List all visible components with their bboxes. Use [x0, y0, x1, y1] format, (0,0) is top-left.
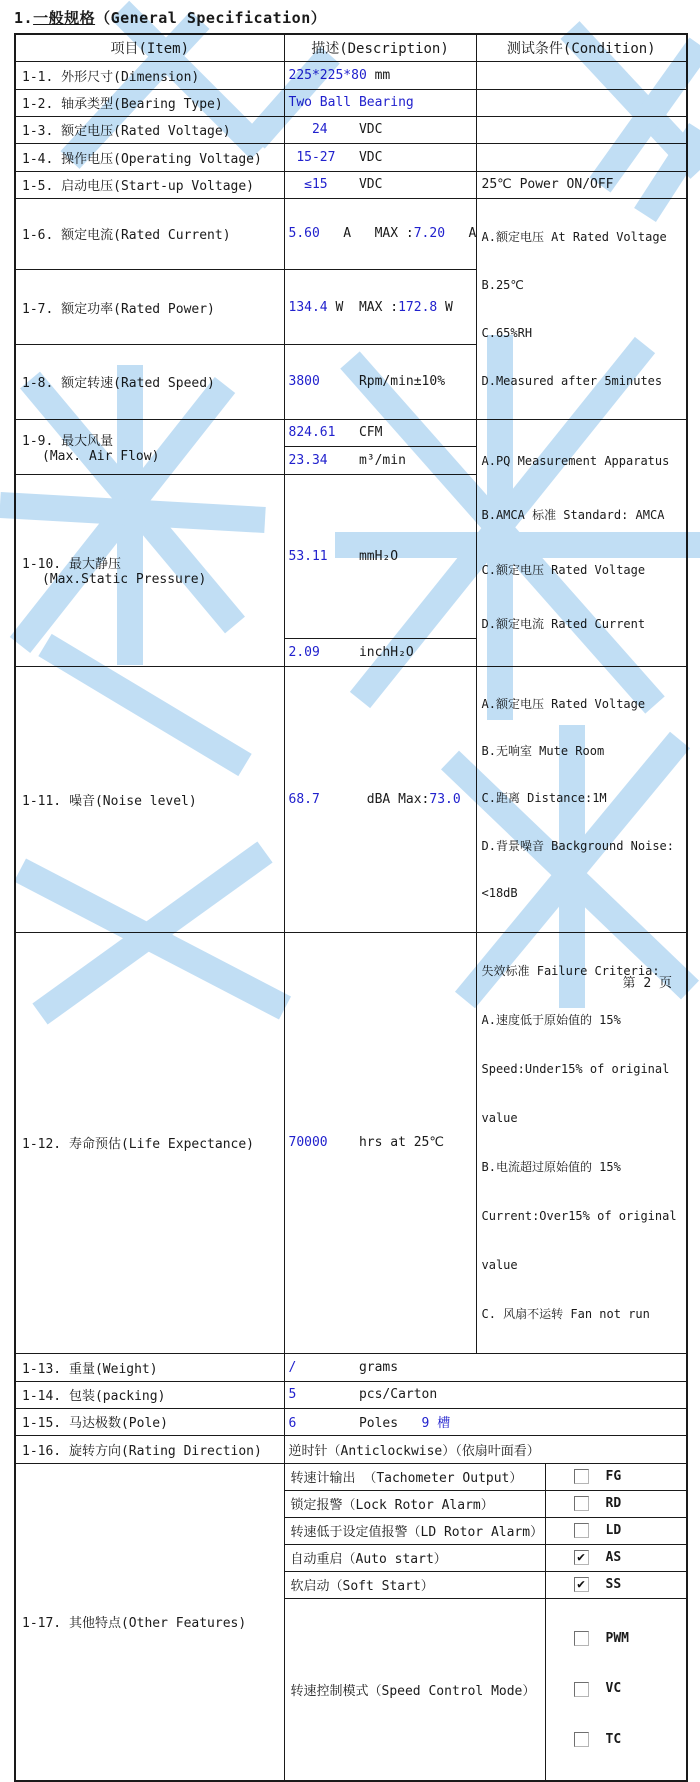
- desc-value: 68.7: [288, 791, 320, 807]
- desc-unit: hrs at 25℃: [327, 1135, 444, 1151]
- feature-code: AS: [605, 1550, 622, 1566]
- feature-label: 软启动（Soft Start）: [284, 1571, 545, 1598]
- cond-line: B.25℃: [481, 277, 524, 292]
- desc-cell: 逆时针（Anticlockwise）（依扇叶面看）: [284, 1435, 687, 1463]
- checkbox-ss[interactable]: ✔: [574, 1577, 589, 1592]
- feature-check-cell: [545, 1598, 687, 1781]
- page-title: [14, 7, 326, 28]
- speed-mode-option: [574, 1730, 683, 1751]
- feature-code: PWM: [605, 1630, 629, 1646]
- cond-line: A.额定电压 At Rated Voltage: [481, 229, 667, 244]
- desc-unit: A: [445, 226, 477, 242]
- row-weight: [15, 1353, 687, 1381]
- desc-value: 824.61: [288, 425, 336, 440]
- row-rotation-direction: [15, 1435, 687, 1463]
- desc-unit: CFM: [335, 425, 383, 440]
- desc-unit: W: [437, 299, 453, 315]
- spec-table: [14, 33, 688, 1782]
- row-packing: [15, 1381, 687, 1408]
- row-rated-current: [15, 198, 687, 270]
- desc-value: 15-27: [288, 149, 336, 165]
- item-cell: 1-14. 包装(packing): [15, 1381, 284, 1408]
- feature-check-cell: [545, 1571, 687, 1598]
- cond-line: value: [481, 1257, 518, 1272]
- desc-value: 6: [288, 1416, 297, 1432]
- desc-unit: inchH₂O: [319, 644, 414, 660]
- item-line2: (Max.Static Pressure): [42, 572, 207, 587]
- desc-cell: [284, 932, 476, 1353]
- checkbox-pwm[interactable]: [574, 1631, 589, 1646]
- item-cell: [15, 419, 284, 474]
- cond-line: value: [481, 1110, 518, 1125]
- desc-cell: [284, 638, 476, 666]
- desc-cell: [284, 419, 476, 446]
- checkbox-fg[interactable]: [574, 1469, 589, 1484]
- cond-line: B.电流超过原始值的 15%: [481, 1159, 621, 1174]
- title-underlined: 一般规格: [33, 9, 96, 27]
- desc-cell: [284, 61, 476, 89]
- cond-line: Current:Over15% of original: [481, 1208, 677, 1223]
- desc-value: 225*225*80: [288, 67, 367, 83]
- row-pole: [15, 1408, 687, 1435]
- cond-cell-merged: [476, 419, 687, 666]
- desc-value: Two Ball Bearing: [288, 95, 414, 110]
- feature-code: VC: [605, 1681, 622, 1697]
- item-cell: 1-15. 马达极数(Pole): [15, 1408, 284, 1435]
- desc-unit: Rpm/min±10%: [319, 374, 446, 390]
- item-cell-other-features: 1-17. 其他特点(Other Features): [15, 1463, 284, 1781]
- item-cell: 1-5. 启动电压(Start-up Voltage): [15, 171, 284, 198]
- cond-line: C.额定电压 Rated Voltage: [481, 562, 646, 577]
- feature-label: 转速低于设定值报警（LD Rotor Alarm）: [284, 1517, 545, 1544]
- cond-line: D.额定电流 Rated Current: [481, 617, 646, 631]
- desc-value: 23.34: [288, 452, 328, 468]
- speed-mode-option: [574, 1629, 683, 1650]
- row-feature-fg: [15, 1463, 687, 1490]
- feature-code: LD: [605, 1523, 622, 1539]
- desc-value-max: 7.20: [413, 226, 446, 242]
- item-cell: [15, 474, 284, 666]
- item-cell: 1-6. 额定电流(Rated Current): [15, 198, 284, 270]
- desc-cell: [284, 1408, 687, 1435]
- desc-unit: VDC: [327, 122, 383, 137]
- desc-cell: [284, 171, 476, 198]
- desc-cell: [284, 143, 476, 171]
- cond-line: A.PQ Measurement Apparatus: [481, 453, 670, 468]
- row-noise-level: [15, 666, 687, 932]
- desc-value: 53.11: [288, 548, 328, 564]
- desc-cell: [284, 666, 476, 932]
- desc-cell: [284, 116, 476, 143]
- desc-value-max: 172.8: [398, 299, 438, 315]
- feature-check-cell: [545, 1544, 687, 1571]
- item-line2: (Max. Air Flow): [42, 448, 160, 464]
- cond-line: <18dB: [481, 886, 518, 901]
- feature-code: TC: [605, 1731, 622, 1747]
- desc-cell: [284, 1381, 687, 1408]
- desc-value: ≤15: [288, 177, 328, 192]
- header-item: 项目(Item): [15, 34, 284, 61]
- cond-cell-empty: [476, 61, 687, 89]
- feature-label: 自动重启（Auto start）: [284, 1544, 545, 1571]
- desc-value: 24: [288, 122, 328, 137]
- title-prefix: 1.: [14, 9, 34, 27]
- checkbox-ld[interactable]: [574, 1523, 589, 1538]
- item-cell: 1-16. 旋转方向(Rating Direction): [15, 1435, 284, 1463]
- feature-check-cell: [545, 1517, 687, 1544]
- cond-cell: [476, 666, 687, 932]
- cond-line: 失效标准 Failure Criteria:: [481, 963, 660, 978]
- feature-label: 转速控制模式（Speed Control Mode）: [284, 1598, 545, 1781]
- desc-cell: [284, 198, 476, 270]
- cond-cell-merged: [476, 198, 687, 419]
- item-cell: 1-7. 额定功率(Rated Power): [15, 270, 284, 345]
- desc-mid: A MAX :: [319, 226, 414, 242]
- header-desc: 描述(Description): [284, 34, 476, 61]
- feature-code: SS: [605, 1577, 622, 1593]
- checkbox-tc[interactable]: [574, 1732, 589, 1747]
- desc-unit: Poles: [296, 1416, 399, 1432]
- cond-cell-empty: [476, 89, 687, 116]
- feature-label: 转速计输出 （Tachometer Output）: [284, 1463, 545, 1490]
- item-cell: 1-8. 额定转速(Rated Speed): [15, 344, 284, 419]
- desc-value: 5: [288, 1387, 297, 1403]
- cond-cell-empty: [476, 143, 687, 171]
- item-cell: 1-1. 外形尺寸(Dimension): [15, 61, 284, 89]
- feature-code: FG: [605, 1469, 622, 1485]
- desc-value: 2.09: [288, 644, 320, 660]
- item-cell: 1-12. 寿命预估(Life Expectance): [15, 932, 284, 1353]
- desc-mid: dBA Max:: [319, 791, 430, 807]
- feature-check-cell: [545, 1463, 687, 1490]
- cond-cell: [476, 932, 687, 1353]
- checkbox-as[interactable]: ✔: [574, 1550, 589, 1565]
- item-line1: 1-9. 最大风量: [22, 433, 114, 449]
- desc-cell: [284, 446, 476, 474]
- item-cell: 1-13. 重量(Weight): [15, 1353, 284, 1381]
- desc-unit: mmH₂O: [327, 548, 399, 564]
- page-number: 第 2 页: [622, 976, 672, 991]
- cond-line: A.速度低于原始值的 15%: [481, 1012, 621, 1027]
- cond-line: C.距离 Distance:1M: [481, 791, 607, 806]
- row-operating-voltage: [15, 143, 687, 171]
- desc-cell: [284, 344, 476, 419]
- feature-code: RD: [605, 1496, 622, 1512]
- cond-cell-empty: [476, 116, 687, 143]
- item-cell: 1-11. 噪音(Noise level): [15, 666, 284, 932]
- row-rated-voltage: [15, 116, 687, 143]
- desc-cell: [284, 270, 476, 345]
- checkbox-rd[interactable]: [574, 1496, 589, 1511]
- row-bearing-type: [15, 89, 687, 116]
- desc-value: /: [288, 1359, 297, 1375]
- desc-mid: W MAX :: [327, 299, 399, 315]
- desc-value-max: 73.0: [429, 791, 461, 807]
- row-dimension: [15, 61, 687, 89]
- desc-unit: VDC: [335, 149, 383, 165]
- desc-value: 3800: [288, 374, 320, 390]
- speed-mode-option: [574, 1679, 683, 1700]
- desc-extra: 9 槽: [398, 1416, 451, 1432]
- feature-label: 锁定报警（Lock Rotor Alarm）: [284, 1490, 545, 1517]
- desc-value: 5.60: [288, 226, 320, 242]
- title-rest: （General Specification）: [95, 9, 327, 27]
- checkbox-vc[interactable]: [574, 1682, 589, 1697]
- feature-check-cell: [545, 1490, 687, 1517]
- row-startup-voltage: [15, 171, 687, 198]
- header-cond: 测试条件(Condition): [476, 34, 687, 61]
- desc-value: 134.4: [288, 299, 328, 315]
- item-line1: 1-10. 最大静压: [22, 557, 121, 572]
- cond-cell: 25℃ Power ON/OFF: [476, 171, 687, 198]
- item-cell: 1-2. 轴承类型(Bearing Type): [15, 89, 284, 116]
- cond-line: D.Measured after 5minutes: [481, 373, 663, 388]
- item-cell: 1-4. 操作电压(Operating Voltage): [15, 143, 284, 171]
- desc-cell: [284, 1353, 687, 1381]
- cond-line: B.AMCA 标准 Standard: AMCA: [481, 508, 665, 522]
- header-row: [15, 34, 687, 61]
- desc-cell: [284, 474, 476, 638]
- item-cell: 1-3. 额定电压(Rated Voltage): [15, 116, 284, 143]
- row-life-expectance: [15, 932, 687, 1353]
- desc-unit: m³/min: [327, 452, 406, 468]
- desc-value: 70000: [288, 1135, 328, 1151]
- desc-cell: [284, 89, 476, 116]
- cond-line: Speed:Under15% of original: [481, 1061, 670, 1076]
- desc-unit: VDC: [327, 177, 383, 192]
- cond-line: D.背景噪音 Background Noise:: [481, 838, 674, 853]
- row-max-airflow: [15, 419, 687, 446]
- cond-line: A.额定电压 Rated Voltage: [481, 696, 646, 711]
- desc-unit: pcs/Carton: [296, 1387, 438, 1403]
- desc-unit: mm: [366, 67, 391, 83]
- cond-line: C.65%RH: [481, 325, 533, 340]
- desc-unit: grams: [296, 1359, 399, 1375]
- cond-line: B.无响室 Mute Room: [481, 743, 605, 758]
- cond-line: C. 风扇不运转 Fan not run: [481, 1306, 650, 1321]
